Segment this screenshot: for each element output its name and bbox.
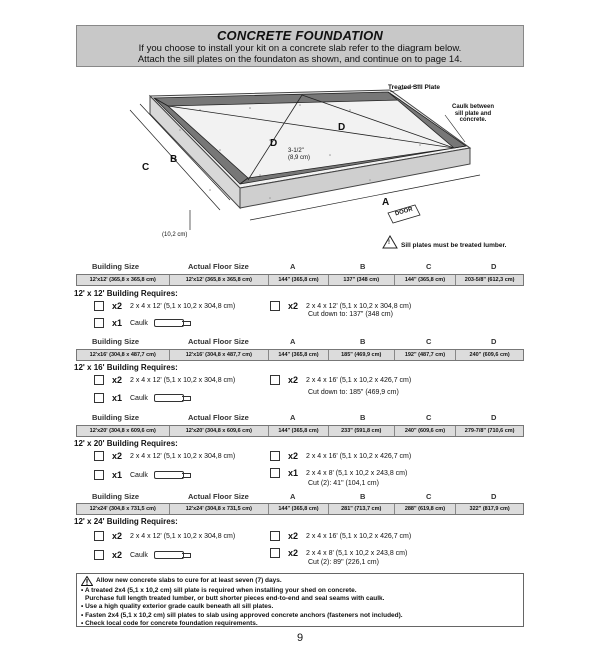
material-checkbox[interactable] (270, 301, 280, 311)
material-checkbox[interactable] (270, 531, 280, 541)
cell-b: 233" (591,8 cm) (329, 426, 395, 436)
material-desc: 2 x 4 x 16' (5,1 x 10,2 x 426,7 cm) (306, 376, 412, 384)
material-checkbox[interactable] (94, 550, 104, 560)
material-desc: Caulk (130, 394, 148, 402)
material-desc: 2 x 4 x 12' (5,1 x 10,2 x 304,8 cm) (130, 376, 236, 384)
material-item (94, 375, 235, 385)
material-qty: x2 (288, 531, 299, 541)
caulk-tube-icon (154, 471, 184, 479)
col-a: A (290, 492, 296, 501)
material-qty: x2 (288, 301, 299, 311)
material-desc: Caulk (130, 551, 148, 559)
col-a: A (290, 337, 296, 346)
treated-lumber-warning: Sill plates must be treated lumber. (401, 242, 507, 249)
caulk-note-line-3: concrete. (459, 117, 487, 123)
col-building-size: Building Size (92, 492, 140, 501)
cell-b: 281" (713,7 cm) (329, 504, 395, 514)
cure-warning (81, 576, 519, 586)
col-c: C (426, 262, 432, 271)
col-building-size: Building Size (92, 262, 140, 271)
note-fasten: • Fasten 2x4 (5,1 x 10,2 cm) sill plates to slab using approved concrete anchors (fasteners not included). (81, 611, 403, 619)
material-desc: 2 x 4 x 12' (5,1 x 10,2 x 304,8 cm) (306, 302, 412, 310)
page-title: CONCRETE FOUNDATION (216, 28, 384, 43)
material-checkbox[interactable] (94, 451, 104, 461)
material-desc: 2 x 4 x 16' (5,1 x 10,2 x 426,7 cm) (306, 532, 412, 540)
col-building-size: Building Size (92, 337, 140, 346)
col-d: D (491, 262, 497, 271)
material-item (270, 451, 411, 461)
requires-heading-12x16: 12' x 16' Building Requires: (74, 363, 178, 372)
material-desc: Caulk (130, 319, 148, 327)
col-d: D (491, 337, 497, 346)
col-c: C (426, 337, 432, 346)
col-a: A (290, 413, 296, 422)
cell-floor-size: 12'x20' (304,8 x 609,6 cm) (170, 426, 270, 436)
col-b: B (360, 337, 366, 346)
caulk-tube-icon (154, 319, 184, 327)
caulk-note (452, 104, 494, 124)
material-item (94, 531, 235, 541)
col-building-size: Building Size (92, 413, 140, 422)
thickness-imperial: 3-1/2" (288, 148, 304, 154)
material-item (270, 468, 407, 478)
cut-instruction: Cut down to: 185" (469,9 cm) (308, 389, 399, 396)
col-c: C (426, 492, 432, 501)
material-qty: x2 (112, 451, 123, 461)
material-checkbox[interactable] (94, 301, 104, 311)
door-label: DOOR (394, 206, 414, 218)
material-desc: 2 x 4 x 8' (5,1 x 10,2 x 243,8 cm) (306, 469, 408, 477)
caulk-item (94, 318, 184, 328)
col-b: B (360, 413, 366, 422)
cell-d: 279-7/8" (710,6 cm) (456, 426, 523, 436)
cell-d: 322" (817,9 cm) (456, 504, 523, 514)
material-qty: x2 (112, 301, 123, 311)
material-checkbox[interactable] (270, 548, 280, 558)
material-qty: x2 (112, 531, 123, 541)
col-actual-floor-size: Actual Floor Size (188, 413, 249, 422)
material-checkbox[interactable] (94, 470, 104, 480)
caulk-item (94, 550, 184, 560)
cell-a: 144" (365,8 cm) (269, 350, 329, 360)
material-desc: Caulk (130, 471, 148, 479)
material-item (94, 301, 235, 311)
note-sill-plate: • A treated 2x4 (5,1 x 10,2 cm) sill plate is required when installing your shed on concrete. (81, 587, 357, 594)
material-checkbox[interactable] (94, 531, 104, 541)
material-checkbox[interactable] (270, 468, 280, 478)
diagonal-d-label-2: D (338, 122, 346, 133)
caulk-tube-icon (154, 394, 184, 402)
section-header (76, 25, 524, 67)
thickness-metric: (8,9 cm) (288, 155, 311, 161)
material-desc: 2 x 4 x 16' (5,1 x 10,2 x 426,7 cm) (306, 452, 412, 460)
note-local-code: • Check local code for concrete foundation requirements. (81, 619, 258, 627)
material-desc: 2 x 4 x 12' (5,1 x 10,2 x 304,8 cm) (130, 302, 236, 310)
cell-c: 192" (487,7 cm) (395, 350, 457, 360)
warning-icon (81, 576, 93, 586)
material-qty: x2 (288, 451, 299, 461)
foundation-diagram (70, 70, 530, 270)
cut-instruction: Cut down to: 137" (348 cm) (308, 311, 393, 318)
cell-d: 240" (609,6 cm) (456, 350, 523, 360)
cell-d: 203-5/8" (612,3 cm) (456, 275, 523, 285)
cell-c: 240" (609,6 cm) (395, 426, 457, 436)
cut-instruction: Cut (2): 41" (104,1 cm) (308, 480, 379, 487)
material-item (270, 301, 411, 311)
material-qty: x1 (112, 393, 123, 403)
cell-floor-size: 12'x24' (304,8 x 731,5 cm) (170, 504, 270, 514)
note-caulk: • Use a high quality exterior grade caulk beneath all sill plates. (81, 603, 274, 611)
material-qty: x1 (288, 468, 299, 478)
note-sill-plate-cont: Purchase full length treated lumber, or butt shorter pieces end-to-end and seal seams with caulk. (85, 595, 385, 603)
material-qty: x1 (112, 470, 123, 480)
caulk-note-line-2: sill plate and (454, 110, 492, 117)
material-qty: x1 (112, 318, 123, 328)
caulk-item (94, 393, 184, 403)
cell-building-size: 12'x12' (365,8 x 365,8 cm) (77, 275, 170, 285)
material-item (94, 451, 235, 461)
material-item (270, 375, 411, 385)
dimension-row-12x20 (76, 425, 524, 437)
material-desc: 2 x 4 x 12' (5,1 x 10,2 x 304,8 cm) (130, 532, 236, 540)
material-qty: x2 (288, 375, 299, 385)
col-actual-floor-size: Actual Floor Size (188, 337, 249, 346)
cell-b: 185" (469,9 cm) (329, 350, 395, 360)
material-qty: x2 (288, 548, 299, 558)
material-checkbox[interactable] (94, 375, 104, 385)
caulk-note-line-1: Caulk between (452, 104, 495, 110)
material-checkbox[interactable] (270, 451, 280, 461)
diagonal-d-label-1: D (270, 138, 278, 149)
col-b: B (360, 262, 366, 271)
plate-thickness-label (288, 148, 310, 162)
col-actual-floor-size: Actual Floor Size (188, 492, 249, 501)
dimension-row-12x16 (76, 349, 524, 361)
column-headers-3 (76, 413, 524, 425)
material-desc: 2 x 4 x 12' (5,1 x 10,2 x 304,8 cm) (130, 452, 236, 460)
caulk-tube-icon (154, 551, 184, 559)
cell-building-size: 12'x16' (304,8 x 487,7 cm) (77, 350, 170, 360)
column-headers-2 (76, 337, 524, 349)
cut-instruction: Cut (2): 89" (226,1 cm) (308, 559, 379, 566)
requires-heading-12x12: 12' x 12' Building Requires: (74, 289, 178, 298)
material-checkbox[interactable] (270, 375, 280, 385)
intro-line-2: Attach the sill plates on the foundaton as shown, and continue on to page 14. (137, 54, 463, 65)
dimension-a-label: A (382, 197, 390, 208)
requires-heading-12x20: 12' x 20' Building Requires: (74, 439, 178, 448)
cell-a: 144" (365,8 cm) (269, 426, 329, 436)
treated-sill-plate-label: Treated Sill Plate (388, 84, 441, 91)
warning-icon: ! (388, 240, 390, 246)
col-d: D (491, 492, 497, 501)
cell-a: 144" (365,8 cm) (269, 275, 329, 285)
caulk-item (94, 470, 184, 480)
foundation-illustration (70, 70, 530, 270)
dimension-row-12x24 (76, 503, 524, 515)
column-headers-1 (76, 262, 524, 274)
notes-box (76, 573, 524, 627)
cell-b: 137" (348 cm) (329, 275, 395, 285)
cell-building-size: 12'x20' (304,8 x 609,6 cm) (77, 426, 170, 436)
dimension-b-label: B (170, 154, 178, 165)
cure-warning-text: Allow new concrete slabs to cure for at least seven (7) days. (96, 576, 282, 584)
page-number: 9 (296, 632, 304, 644)
material-checkbox[interactable] (94, 318, 104, 328)
material-qty: x2 (112, 375, 123, 385)
cell-c: 144" (365,8 cm) (395, 275, 457, 285)
col-b: B (360, 492, 366, 501)
material-checkbox[interactable] (94, 393, 104, 403)
material-item (270, 531, 411, 541)
cell-a: 144" (365,8 cm) (269, 504, 329, 514)
col-d: D (491, 413, 497, 422)
slab-height-label: (10,2 cm) (162, 232, 188, 238)
dimension-row-12x12 (76, 274, 524, 286)
requires-heading-12x24: 12' x 24' Building Requires: (74, 517, 178, 526)
cell-building-size: 12'x24' (304,8 x 731,5 cm) (77, 504, 170, 514)
col-a: A (290, 262, 296, 271)
col-c: C (426, 413, 432, 422)
cell-floor-size: 12'x16' (304,8 x 487,7 cm) (170, 350, 270, 360)
material-desc: 2 x 4 x 8' (5,1 x 10,2 x 243,8 cm) (306, 549, 408, 557)
intro-line-1: If you choose to install your kit on a concrete slab refer to the diagram below. (138, 43, 462, 54)
col-actual-floor-size: Actual Floor Size (188, 262, 249, 271)
material-qty: x2 (112, 550, 123, 560)
cell-floor-size: 12'x12' (365,8 x 365,8 cm) (170, 275, 270, 285)
material-item (270, 548, 407, 558)
cell-c: 288" (619,8 cm) (395, 504, 457, 514)
dimension-c-label: C (142, 162, 150, 173)
